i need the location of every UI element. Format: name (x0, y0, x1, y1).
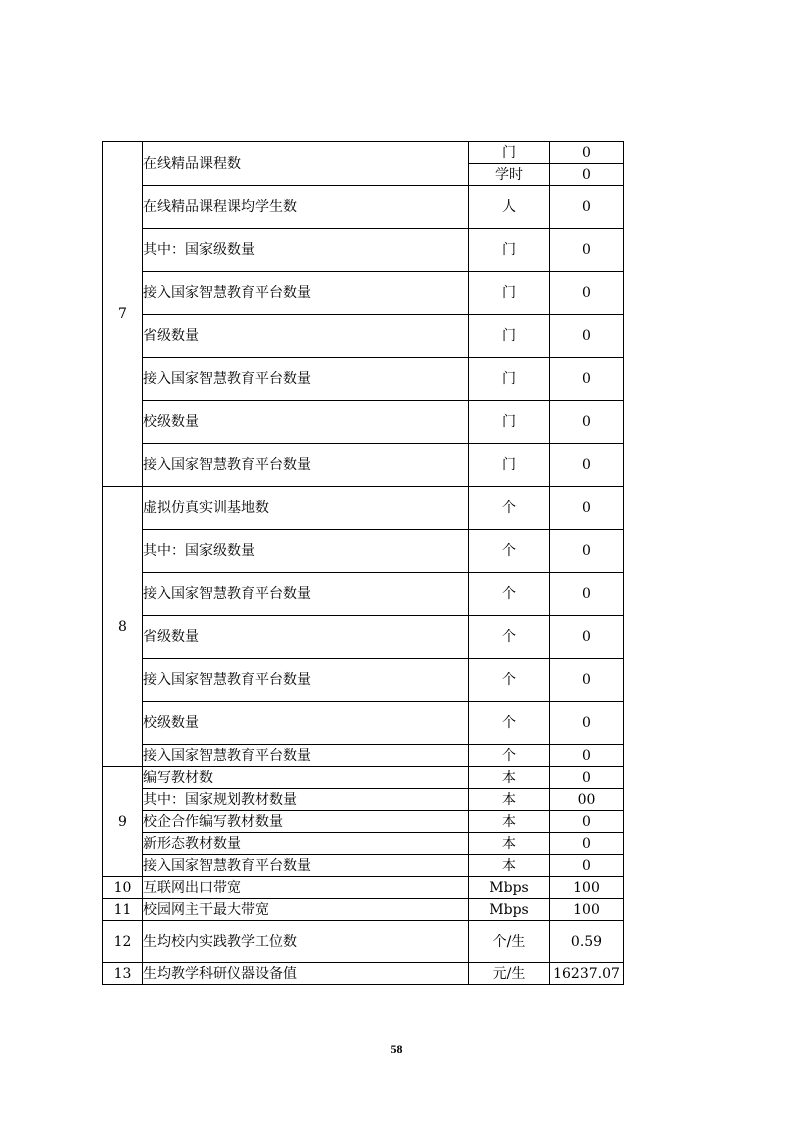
item-unit: 本 (469, 855, 550, 877)
table-row (103, 272, 624, 315)
item-name: 在线精品课程课均学生数 (143, 186, 469, 229)
table-row (103, 659, 624, 702)
item-value: 0 (550, 833, 624, 855)
item-value: 0 (550, 444, 624, 487)
item-unit: Mbps (469, 877, 550, 899)
item-name: 在线精品课程数 (143, 142, 469, 186)
item-value: 0 (550, 530, 624, 573)
item-value: 0 (550, 811, 624, 833)
item-name: 其中：国家级数量 (143, 530, 469, 573)
item-unit: 个/生 (469, 921, 550, 963)
item-value: 0 (550, 659, 624, 702)
item-unit: 门 (469, 272, 550, 315)
table-row (103, 745, 624, 767)
item-unit: Mbps (469, 899, 550, 921)
table-row (103, 444, 624, 487)
item-unit: 个 (469, 573, 550, 616)
item-value: 0 (550, 272, 624, 315)
item-value: 0 (550, 702, 624, 745)
item-value: 0 (550, 401, 624, 444)
item-name: 接入国家智慧教育平台数量 (143, 745, 469, 767)
item-value: 0.59 (550, 921, 624, 963)
item-name: 生均教学科研仪器设备值 (143, 963, 469, 985)
item-unit: 门 (469, 401, 550, 444)
item-value: 0 (550, 487, 624, 530)
item-value: 0 (550, 573, 624, 616)
item-unit: 门 (469, 142, 550, 164)
table-row (103, 616, 624, 659)
item-number: 11 (103, 899, 143, 921)
item-unit: 个 (469, 659, 550, 702)
item-name: 校级数量 (143, 401, 469, 444)
item-name: 校级数量 (143, 702, 469, 745)
table-row (103, 963, 624, 985)
item-unit: 门 (469, 358, 550, 401)
table-row (103, 186, 624, 229)
item-unit: 元/生 (469, 963, 550, 985)
item-value: 0 (550, 315, 624, 358)
page-number: 58 (390, 1042, 403, 1056)
item-unit: 个 (469, 530, 550, 573)
item-name: 其中：国家级数量 (143, 229, 469, 272)
item-unit: 门 (469, 229, 550, 272)
item-name: 接入国家智慧教育平台数量 (143, 659, 469, 702)
item-value: 0 (550, 186, 624, 229)
item-number: 9 (103, 767, 143, 877)
item-unit: 本 (469, 833, 550, 855)
table-row (103, 833, 624, 855)
item-value: 00 (550, 789, 624, 811)
item-unit: 个 (469, 702, 550, 745)
table-row (103, 401, 624, 444)
item-name: 接入国家智慧教育平台数量 (143, 358, 469, 401)
item-value: 0 (550, 229, 624, 272)
item-unit: 本 (469, 811, 550, 833)
item-number: 12 (103, 921, 143, 963)
item-value: 0 (550, 855, 624, 877)
item-name: 省级数量 (143, 616, 469, 659)
item-name: 接入国家智慧教育平台数量 (143, 272, 469, 315)
table-row (103, 811, 624, 833)
item-unit: 门 (469, 315, 550, 358)
item-value: 0 (550, 745, 624, 767)
item-unit: 人 (469, 186, 550, 229)
item-number: 10 (103, 877, 143, 899)
item-unit: 学时 (469, 164, 550, 186)
table-row (103, 315, 624, 358)
item-value: 0 (550, 358, 624, 401)
item-name: 其中：国家规划教材数量 (143, 789, 469, 811)
item-name: 校园网主干最大带宽 (143, 899, 469, 921)
item-name: 接入国家智慧教育平台数量 (143, 855, 469, 877)
item-name: 虚拟仿真实训基地数 (143, 487, 469, 530)
item-unit: 本 (469, 767, 550, 789)
table-row (103, 530, 624, 573)
item-unit: 门 (469, 444, 550, 487)
table-row (103, 142, 624, 164)
table-row (103, 702, 624, 745)
table-row (103, 767, 624, 789)
item-name: 新形态教材数量 (143, 833, 469, 855)
item-name: 互联网出口带宽 (143, 877, 469, 899)
item-number: 7 (103, 142, 143, 487)
item-name: 编写教材数 (143, 767, 469, 789)
item-value: 0 (550, 767, 624, 789)
table-row (103, 573, 624, 616)
item-value: 0 (550, 164, 624, 186)
table-row (103, 229, 624, 272)
table-row (103, 487, 624, 530)
table-row (103, 921, 624, 963)
statistics-table (102, 141, 624, 985)
table-row (103, 855, 624, 877)
item-name: 接入国家智慧教育平台数量 (143, 444, 469, 487)
table-row (103, 899, 624, 921)
item-value: 100 (550, 877, 624, 899)
table-row (103, 877, 624, 899)
item-unit: 本 (469, 789, 550, 811)
item-name: 校企合作编写教材数量 (143, 811, 469, 833)
table-row (103, 789, 624, 811)
item-value: 100 (550, 899, 624, 921)
item-name: 接入国家智慧教育平台数量 (143, 573, 469, 616)
item-name: 省级数量 (143, 315, 469, 358)
item-unit: 个 (469, 745, 550, 767)
item-unit: 个 (469, 487, 550, 530)
item-unit: 个 (469, 616, 550, 659)
item-value: 16237.07 (550, 963, 624, 985)
item-value: 0 (550, 142, 624, 164)
item-number: 13 (103, 963, 143, 985)
item-number: 8 (103, 487, 143, 767)
table-row (103, 358, 624, 401)
item-name: 生均校内实践教学工位数 (143, 921, 469, 963)
item-value: 0 (550, 616, 624, 659)
